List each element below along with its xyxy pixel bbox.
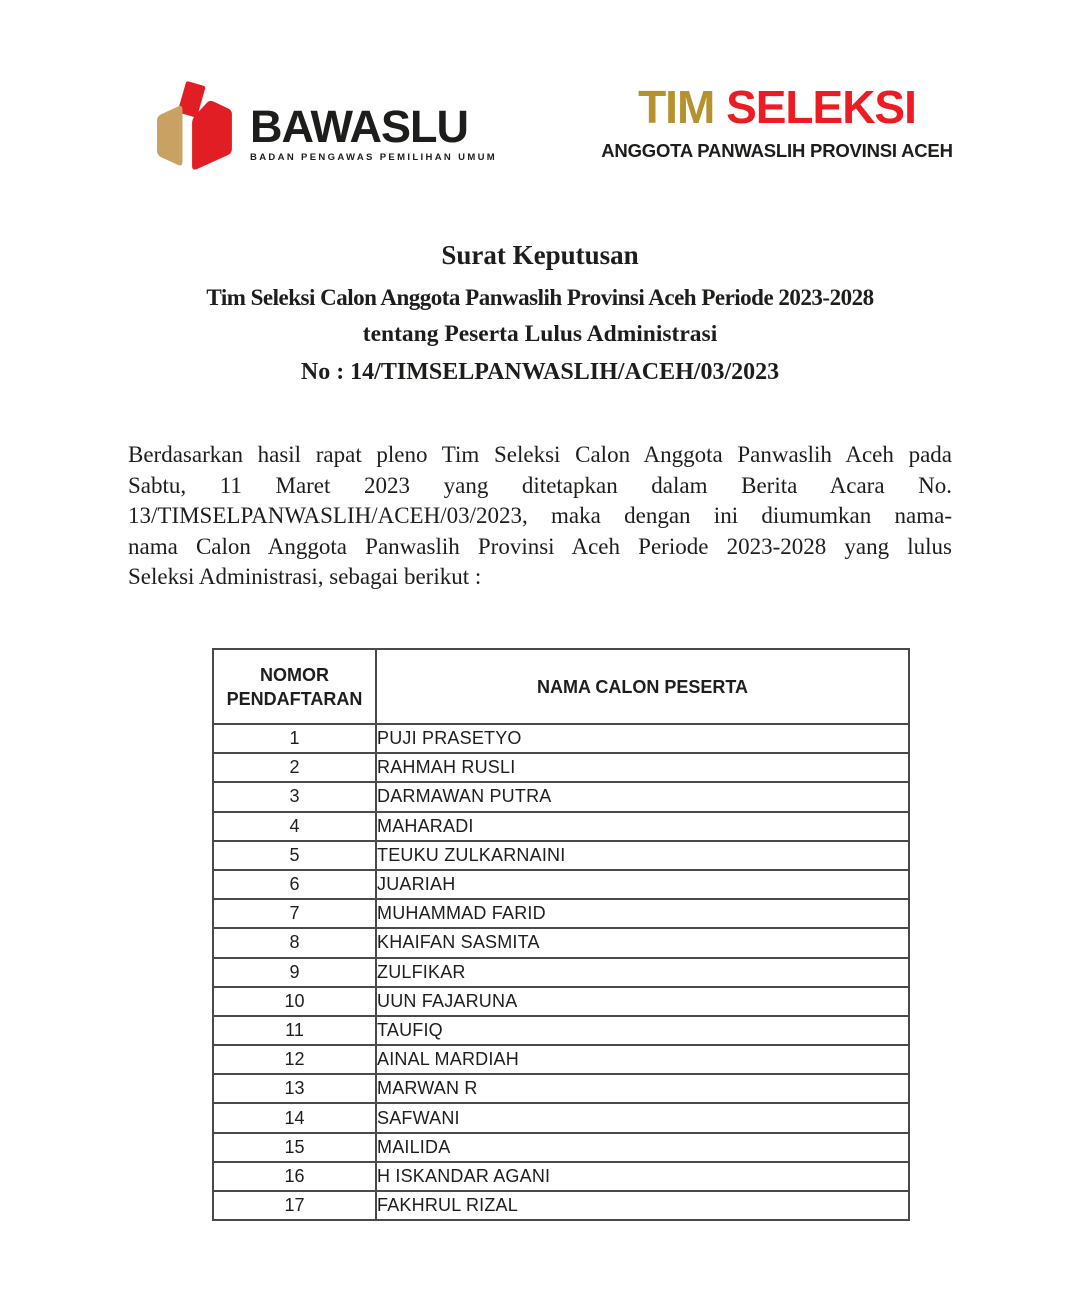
cell-no: 7: [213, 899, 376, 928]
cell-no: 14: [213, 1103, 376, 1132]
doc-subtitle-subject: tentang Peserta Lulus Administrasi: [362, 321, 718, 347]
cell-name: H ISKANDAR AGANI: [376, 1162, 909, 1191]
doc-number: No : 14/TIMSELPANWASLIH/ACEH/03/2023: [300, 359, 780, 385]
cell-name: DARMAWAN PUTRA: [376, 782, 909, 811]
cell-no: 2: [213, 753, 376, 782]
cell-no: 11: [213, 1016, 376, 1045]
cell-name: RAHMAH RUSLI: [376, 753, 909, 782]
body-line: Berdasarkan hasil rapat pleno Tim Seleksi Calon Anggota Panwaslih Aceh pada: [128, 442, 952, 467]
cell-name: KHAIFAN SASMITA: [376, 928, 909, 957]
cell-name: PUJI PRASETYO: [376, 724, 909, 753]
cell-name: MUHAMMAD FARID: [376, 899, 909, 928]
cell-no: 5: [213, 841, 376, 870]
table-row: [213, 1191, 909, 1220]
table-row: [213, 1162, 909, 1191]
committee-header: [601, 81, 953, 162]
cell-no: 1: [213, 724, 376, 753]
body-line: 13/TIMSELPANWASLIH/ACEH/03/2023, maka dengan ini diumumkan nama-: [128, 503, 952, 528]
cell-no: 3: [213, 782, 376, 811]
table-row: [213, 724, 909, 753]
cell-no: 12: [213, 1045, 376, 1074]
committee-title: [601, 81, 952, 133]
cell-name: ZULFIKAR: [376, 958, 909, 987]
table-row: [213, 870, 909, 899]
cell-no: 6: [213, 870, 376, 899]
body-line: Seleksi Administrasi, sebagai berikut :: [128, 564, 482, 589]
header-nama-calon-peserta: NAMA CALON PESERTA: [376, 649, 909, 724]
table-row: [213, 928, 909, 957]
table-row: [213, 1045, 909, 1074]
participants-table-wrap: [212, 648, 910, 1221]
cell-name: TAUFIQ: [376, 1016, 909, 1045]
table-header-row: [213, 649, 909, 724]
table-row: [213, 1074, 909, 1103]
ballot-box-icon: [146, 80, 242, 180]
table-row: [213, 812, 909, 841]
bawaslu-logo: [146, 80, 497, 180]
cell-name: AINAL MARDIAH: [376, 1045, 909, 1074]
table-row: [213, 899, 909, 928]
table-row: [213, 841, 909, 870]
cell-no: 15: [213, 1133, 376, 1162]
cell-name: MAHARADI: [376, 812, 909, 841]
table-row: [213, 1133, 909, 1162]
table-row: [213, 987, 909, 1016]
table-row: [213, 1016, 909, 1045]
cell-no: 10: [213, 987, 376, 1016]
cell-name: JUARIAH: [376, 870, 909, 899]
cell-no: 4: [213, 812, 376, 841]
doc-subtitle-team: Tim Seleksi Calon Anggota Panwaslih Provinsi Aceh Periode 2023-2028: [206, 285, 874, 310]
cell-no: 8: [213, 928, 376, 957]
body-line: Sabtu, 11 Maret 2023 yang ditetapkan dalam Berita Acara No.: [128, 472, 952, 498]
cell-name: SAFWANI: [376, 1103, 909, 1132]
cell-no: 9: [213, 958, 376, 987]
committee-subtitle: ANGGOTA PANWASLIH PROVINSI ACEH: [601, 140, 953, 161]
committee-title-word1: TIM: [638, 81, 715, 133]
table-row: [213, 1103, 909, 1132]
table-row: [213, 753, 909, 782]
cell-name: UUN FAJARUNA: [376, 987, 909, 1016]
table-row: [213, 958, 909, 987]
doc-title: Surat Keputusan: [441, 240, 639, 270]
cell-no: 13: [213, 1074, 376, 1103]
ballot-box-left-face: [157, 106, 182, 166]
cell-name: MARWAN R: [376, 1074, 909, 1103]
participants-table: [212, 648, 910, 1221]
cell-name: FAKHRUL RIZAL: [376, 1191, 909, 1220]
header-nomor-pendaftaran: NOMOR PENDAFTARAN: [213, 649, 376, 724]
body-line: nama Calon Anggota Panwaslih Provinsi Aceh Periode 2023-2028 yang lulus: [128, 533, 952, 559]
cell-name: MAILIDA: [376, 1133, 909, 1162]
bawaslu-wordmark: BAWASLU: [250, 101, 468, 152]
body-paragraph: [128, 440, 952, 593]
cell-no: 17: [213, 1191, 376, 1220]
bawaslu-wordmark-block: [250, 101, 498, 163]
committee-title-word2: SELEKSI: [726, 81, 916, 133]
table-row: [213, 782, 909, 811]
bawaslu-tagline: BADAN PENGAWAS PEMILIHAN UMUM: [250, 152, 498, 163]
cell-name: TEUKU ZULKARNAINI: [376, 841, 909, 870]
cell-no: 16: [213, 1162, 376, 1191]
